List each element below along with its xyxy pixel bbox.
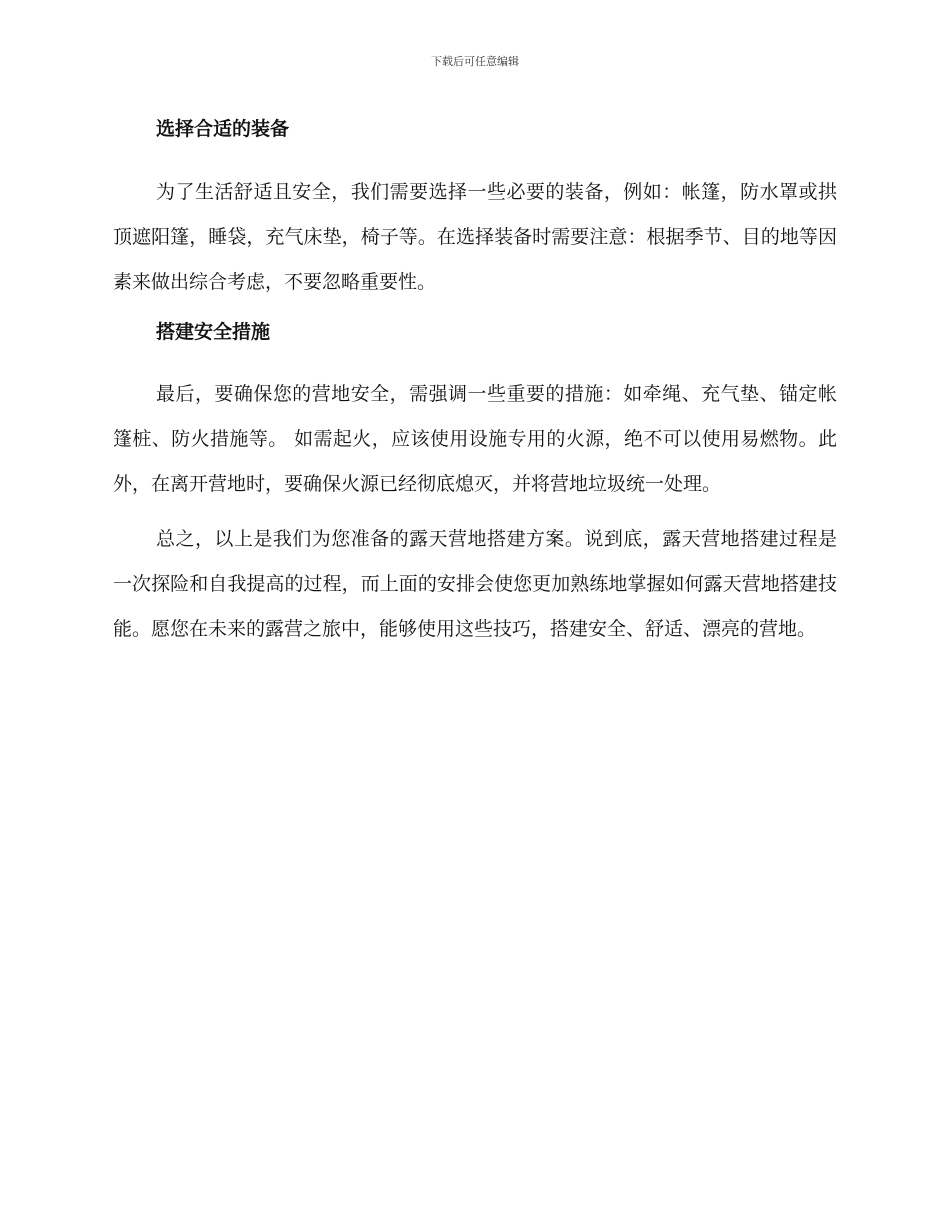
paragraph-safety: 最后，要确保您的营地安全，需强调一些重要的措施：如牵绳、充气垫、锚定帐篷桩、防火措施等。 如需起火，应该使用设施专用的火源，绝不可以使用易燃物。此外，在离开营地时，要确保火源已经彻底熄灭，并将营地垃圾统一处理。 (113, 383, 837, 495)
document-body (113, 112, 837, 652)
paragraph-equipment: 为了生活舒适且安全，我们需要选择一些必要的装备，例如：帐篷，防水罩或拱顶遮阳篷，睡袋，充气床垫，椅子等。在选择装备时需要注意：根据季节、目的地等因素来做出综合考虑，不要忽略重要性。 (113, 181, 837, 293)
page-header-note: 下载后可任意编辑 (431, 55, 519, 68)
paragraph-conclusion: 总之，以上是我们为您准备的露天营地搭建方案。说到底，露天营地搭建过程是一次探险和自我提高的过程，而上面的安排会使您更加熟练地掌握如何露天营地搭建技能。愿您在未来的露营之旅中，能够使用这些技巧，搭建安全、舒适、漂亮的营地。 (113, 528, 837, 640)
section-heading-equipment: 选择合适的装备 (156, 118, 290, 140)
section-heading-safety: 搭建安全措施 (156, 321, 271, 343)
